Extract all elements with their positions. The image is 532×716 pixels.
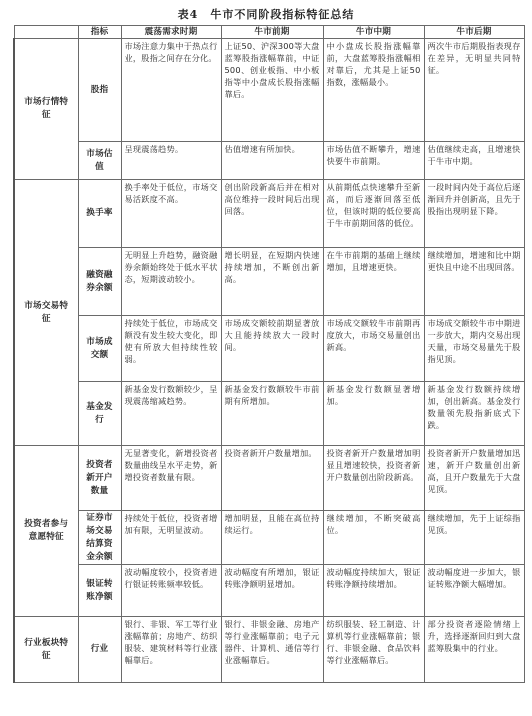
cell-stage1: 换手率处于低位，市场交易活跃度不高。 — [121, 180, 221, 248]
cell-stage3: 中小盘成长股指涨幅靠前，大盘蓝筹股指涨幅相对靠后，尤其是上证50指数，涨幅最小。 — [323, 39, 424, 142]
table-row — [14, 180, 524, 248]
cell-stage1: 持续处于低位，市场成交额没有发生较大变化，即使有所放大但持续性较弱。 — [121, 316, 221, 382]
table-row — [14, 142, 524, 180]
cell-stage1: 呈现震荡趋势。 — [121, 142, 221, 180]
header-category-blank — [14, 26, 78, 39]
cell-stage2: 银行、非银金融、房地产等行业涨幅靠前；电子元器件、计算机、通信等行业涨幅靠后。 — [221, 617, 323, 683]
category-market-trend: 市场行情特征 — [14, 39, 78, 180]
cell-stage1: 持续处于低位，投资者增加有限，无明显波动。 — [121, 511, 221, 565]
cell-stage2: 波动幅度有所增加，银证转账净额明显增加。 — [221, 565, 323, 617]
header-stage4: 牛市后期 — [424, 26, 524, 39]
indicator-cell: 市场成交额 — [78, 316, 121, 382]
cell-stage2: 投资者新开户数量增加。 — [221, 446, 323, 511]
cell-stage3: 从前期低点快速攀升至新高，而后逐渐回落至低位，但该时期的低位要高于牛市前期回落的低位。 — [323, 180, 424, 248]
cell-stage3: 新基金发行数额显著增加。 — [323, 382, 424, 446]
cell-stage1: 市场注意力集中于热点行业，股指之间存在分化。 — [121, 39, 221, 142]
cell-stage2: 增加明显，且能在高位持续运行。 — [221, 511, 323, 565]
table-row — [14, 248, 524, 316]
cell-stage4: 继续增加，增速和比中期更快且中途不出现回落。 — [424, 248, 524, 316]
cell-stage4: 一段时间内处于高位后逐渐回升并创新高，且先于股指出现明显下降。 — [424, 180, 524, 248]
header-indicator: 指标 — [78, 26, 121, 39]
cell-stage2: 市场成交额较前期显著放大且能持续放大一段时间。 — [221, 316, 323, 382]
cell-stage2: 增长明显，在短期内快速持续增加，不断创出新高。 — [221, 248, 323, 316]
cell-stage4: 新基金发行数额持续增加，创出新高。基金发行数量领先股指新底式下跌。 — [424, 382, 524, 446]
table-row — [14, 617, 524, 683]
cell-stage4: 部分投资者逐险情绪上升，选择逐渐回归到大盘蓝筹股集中的行业。 — [424, 617, 524, 683]
table-row — [14, 382, 524, 446]
header-row — [14, 26, 524, 39]
header-stage2: 牛市前期 — [221, 26, 323, 39]
indicator-cell: 证券市场交易结算资金余额 — [78, 511, 121, 565]
summary-table — [13, 25, 525, 683]
table-row — [14, 511, 524, 565]
header-stage3: 牛市中期 — [323, 26, 424, 39]
indicator-cell: 基金发行 — [78, 382, 121, 446]
cell-stage3: 投资者新开户数量增加明显且增速较快，投资者新开户数量创出阶段新高。 — [323, 446, 424, 511]
table-row — [14, 316, 524, 382]
indicator-cell: 投资者新开户数量 — [78, 446, 121, 511]
cell-stage2: 上证50、沪深300等大盘蓝筹股指涨幅靠前，中证500、创业板指、中小板指等中小盘成长股指涨幅靠后。 — [221, 39, 323, 142]
cell-stage4: 投资者新开户数量增加迅速，新开户数量创出新高，且开户数量先于大盘见顶。 — [424, 446, 524, 511]
category-market-trade: 市场交易特征 — [14, 180, 78, 446]
indicator-cell: 融资融券余额 — [78, 248, 121, 316]
table-row — [14, 39, 524, 142]
indicator-cell: 股指 — [78, 39, 121, 142]
cell-stage4: 继续增加，先于上证综指见顶。 — [424, 511, 524, 565]
indicator-cell: 市场估值 — [78, 142, 121, 180]
cell-stage1: 无明显上升趋势，融资融券余额始终处于低水平状态，短期波动较小。 — [121, 248, 221, 316]
cell-stage3: 市场成交额较牛市前期再度放大，市场交易量创出新高。 — [323, 316, 424, 382]
cell-stage2: 创出阶段新高后并在相对高位维持一段时间后出现回落。 — [221, 180, 323, 248]
cell-stage1: 新基金发行数额较少，呈现震荡缩减趋势。 — [121, 382, 221, 446]
cell-stage4: 市场成交额较牛市中期进一步放大，期内交易出现天量，市场交易量先于股指见顶。 — [424, 316, 524, 382]
header-stage1: 震荡需求时期 — [121, 26, 221, 39]
table-row — [14, 565, 524, 617]
cell-stage3: 继续增加，不断突破高位。 — [323, 511, 424, 565]
category-investor-attitude: 投资者参与意愿特征 — [14, 446, 78, 617]
cell-stage4: 两次牛市后期股指表现存在差异，无明显共同特征。 — [424, 39, 524, 142]
indicator-cell: 换手率 — [78, 180, 121, 248]
cell-stage2: 新基金发行数额较牛市前期有所增加。 — [221, 382, 323, 446]
cell-stage4: 波动幅度进一步加大，银证转账净额大幅增加。 — [424, 565, 524, 617]
cell-stage1: 无显著变化，新增投资者数量曲线呈水平走势，新增投资者数量有限。 — [121, 446, 221, 511]
cell-stage3: 纺织服装、轻工制造、计算机等行业涨幅靠前；银行、非银金融、食品饮料等行业涨幅靠后。 — [323, 617, 424, 683]
category-industry-sector: 行业板块特征 — [14, 617, 78, 683]
table-row — [14, 446, 524, 511]
cell-stage3: 波动幅度持续加大，银证转账净额持续增加。 — [323, 565, 424, 617]
cell-stage1: 银行、非银、军工等行业涨幅靠前；房地产、纺织服装、建筑材料等行业涨幅靠后。 — [121, 617, 221, 683]
cell-stage1: 波动幅度较小，投资者进行银证转账频率较低。 — [121, 565, 221, 617]
cell-stage3: 在牛市前期的基础上继续增加，且增速更快。 — [323, 248, 424, 316]
table-caption: 表4 牛市不同阶段指标特征总结 — [177, 8, 355, 21]
cell-stage3: 市场估值不断攀升，增速快要牛市前期。 — [323, 142, 424, 180]
cell-stage4: 估值继续走高，且增速快于牛市中期。 — [424, 142, 524, 180]
cell-stage2: 估值增速有所加快。 — [221, 142, 323, 180]
indicator-cell: 银证转账净额 — [78, 565, 121, 617]
indicator-cell: 行业 — [78, 617, 121, 683]
